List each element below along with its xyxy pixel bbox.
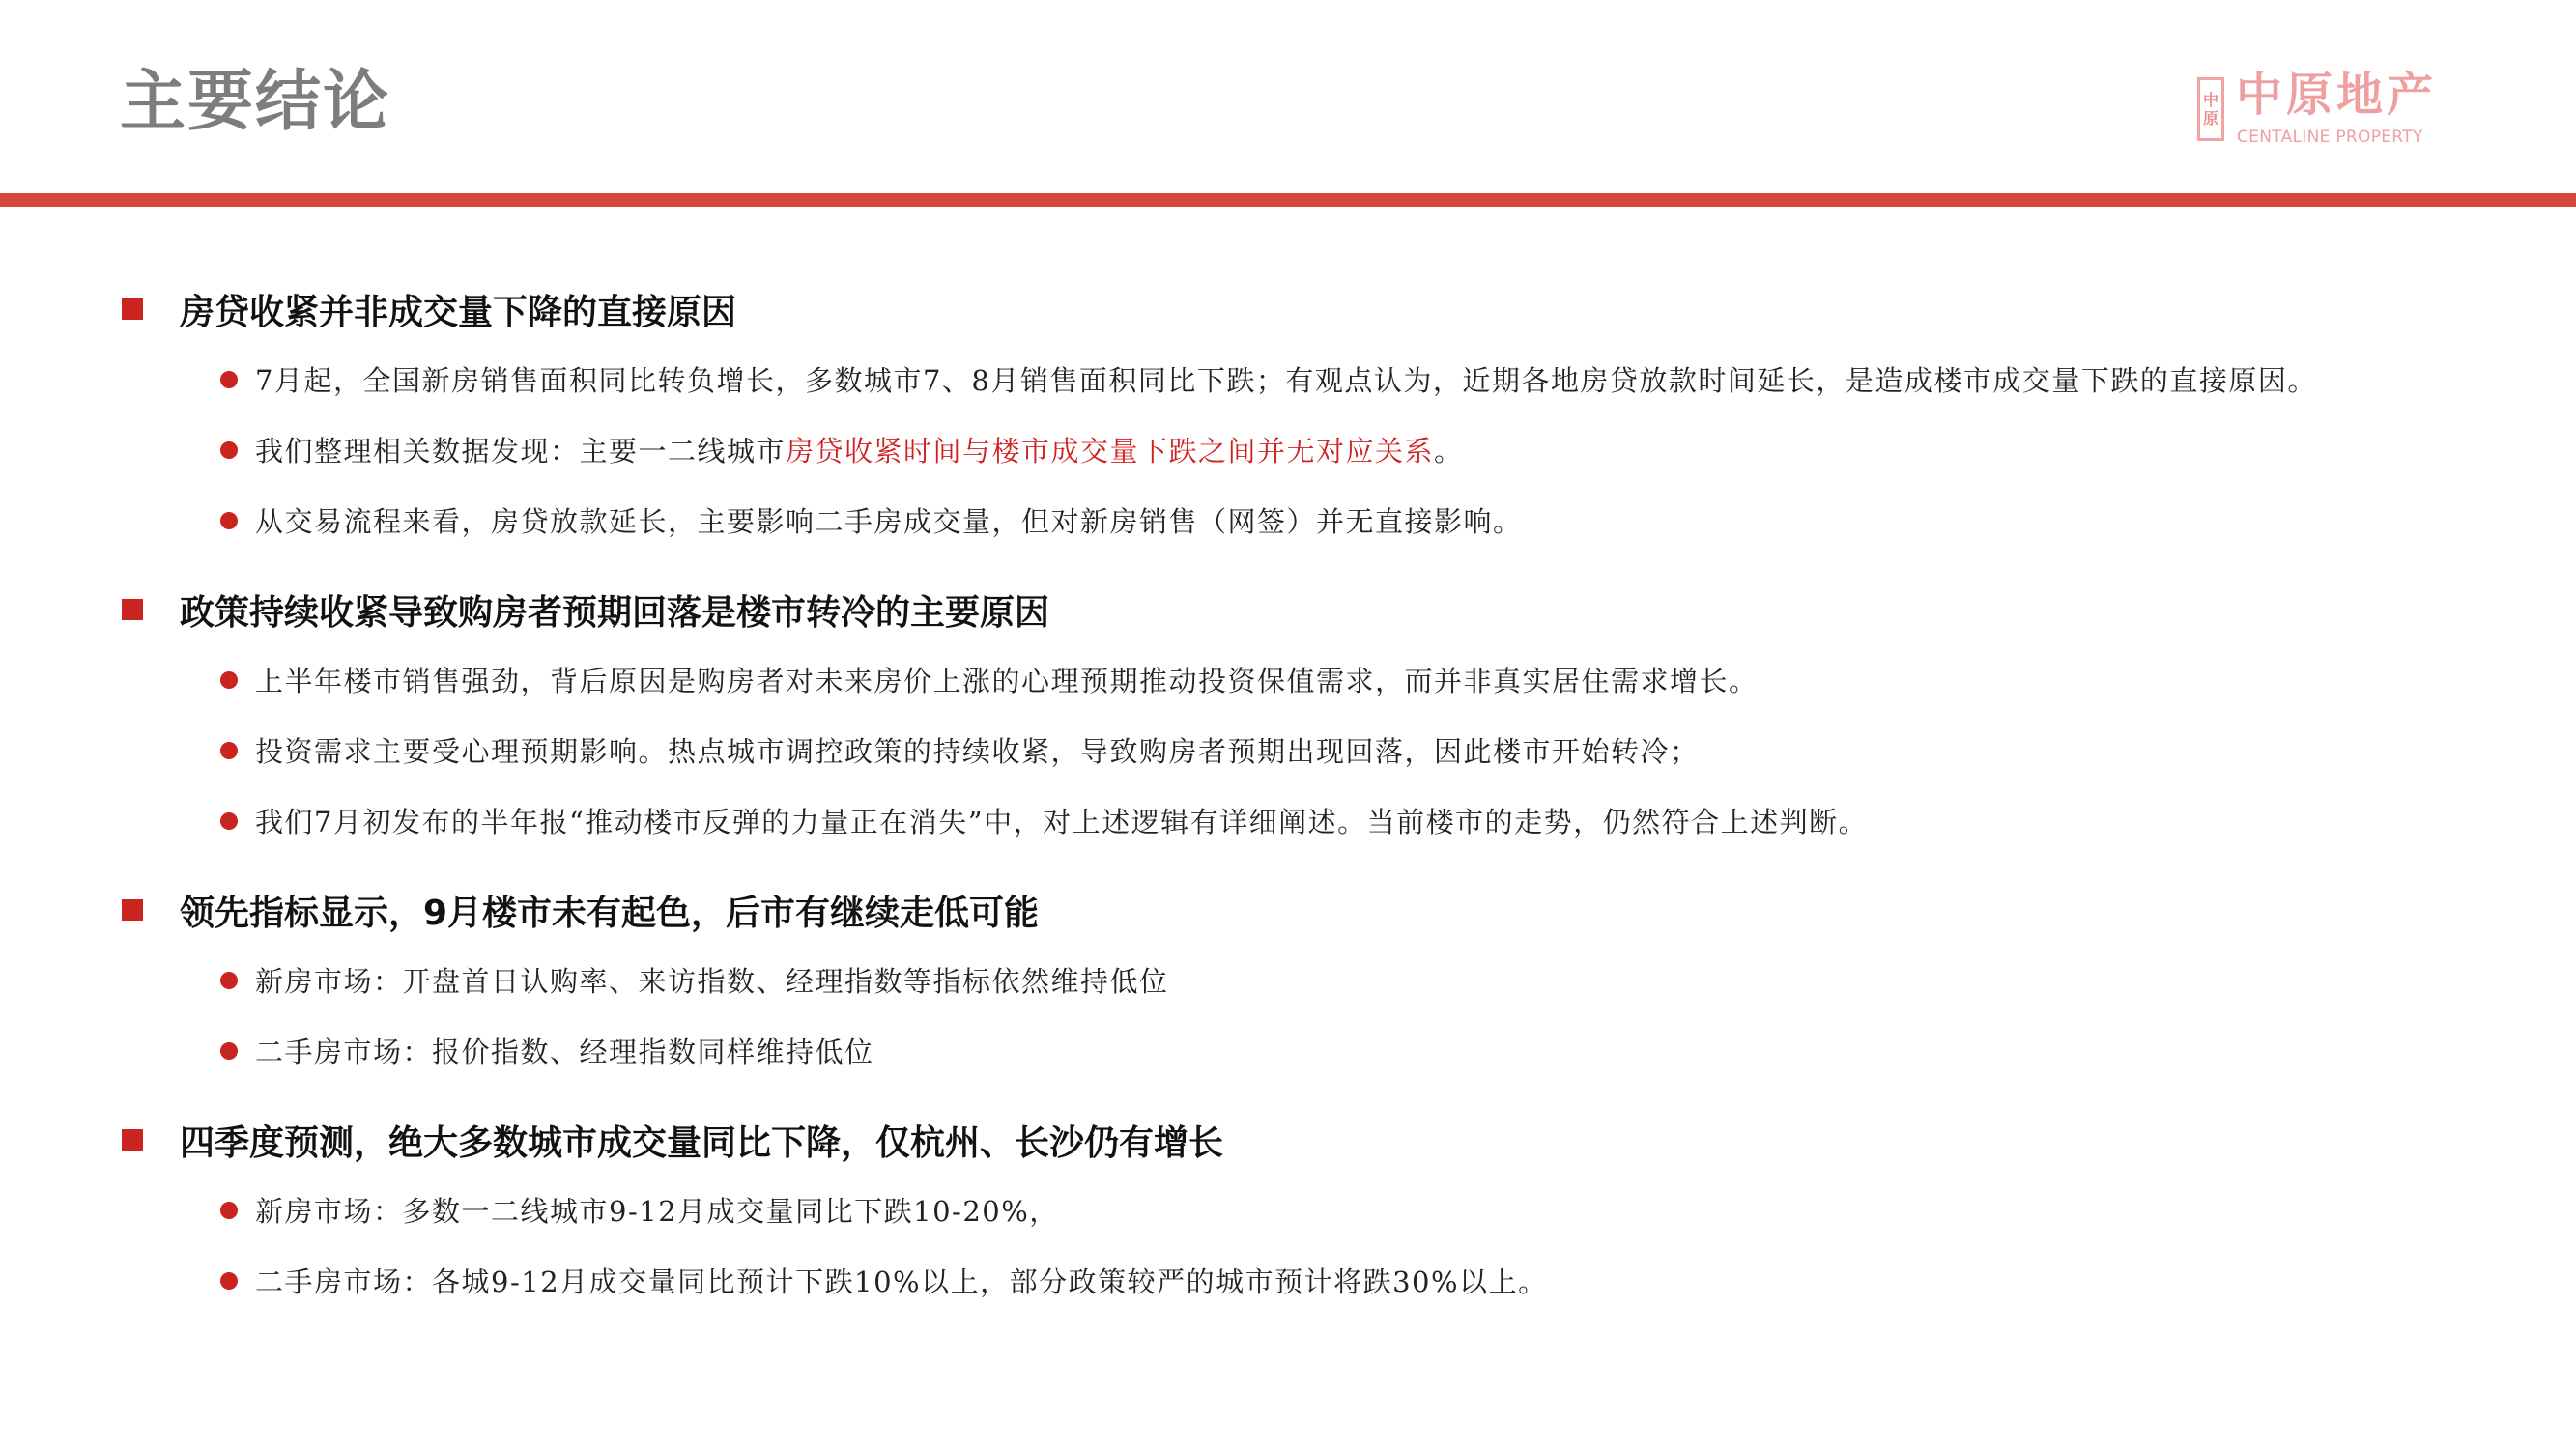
dot-bullet-icon: [220, 371, 238, 388]
list-item: [122, 644, 2557, 715]
list-item: [122, 1015, 2557, 1086]
bullet-text: 新房市场：开盘首日认购率、来访指数、经理指数等指标依然维持低位: [255, 965, 1169, 998]
dot-bullet-icon: [220, 441, 238, 459]
dot-bullet-icon: [220, 512, 238, 529]
section-leading-indicators: [122, 883, 2557, 1086]
bullet-text: 从交易流程来看，房贷放款延长，主要影响二手房成交量，但对新房销售（网签）并无直接影响。: [255, 505, 1523, 538]
square-bullet-icon: [122, 298, 143, 320]
dot-bullet-icon: [220, 972, 238, 989]
bullet-text: [255, 430, 1464, 469]
section-mortgage: [122, 282, 2557, 555]
bullet-text-after: 。: [1434, 435, 1464, 468]
bullet-text: 二手房市场：报价指数、经理指数同样维持低位: [255, 1036, 874, 1068]
bullet-text: 投资需求主要受心理预期影响。热点城市调控政策的持续收紧，导致购房者预期出现回落，因此楼市开始转冷；: [255, 735, 1700, 768]
list-item: [122, 945, 2557, 1015]
square-bullet-icon: [122, 899, 143, 921]
dot-bullet-icon: [220, 1202, 238, 1219]
square-bullet-icon: [122, 599, 143, 620]
bullet-text: 我们7月初发布的半年报“推动楼市反弹的力量正在消失”中，对上述逻辑有详细阐述。当前楼市的走势，仍然符合上述判断。: [255, 806, 1869, 838]
dot-bullet-icon: [220, 1042, 238, 1060]
section-title: 房贷收紧并非成交量下降的直接原因: [180, 292, 737, 332]
logo-seal-top: 中: [2202, 90, 2218, 109]
bullet-text: 7月起，全国新房销售面积同比转负增长，多数城市7、8月销售面积同比下跌；有观点认为，近期各地房贷放款时间延长，是造成楼市成交量下跌的直接原因。: [255, 364, 2317, 397]
section-heading: [122, 582, 2557, 637]
section-heading: [122, 883, 2557, 937]
bullet-text: 二手房市场：各城9-12月成交量同比预计下跌10%以上，部分政策较严的城市预计将跌30%以上。: [255, 1265, 1548, 1298]
dot-bullet-icon: [220, 812, 238, 830]
logo-name-en: CENTALINE PROPERTY: [2237, 128, 2423, 147]
section-title: 四季度预测，绝大多数城市成交量同比下降，仅杭州、长沙仍有增长: [180, 1122, 1224, 1163]
list-item: [122, 1175, 2557, 1245]
bullet-text: 新房市场：多数一二线城市9-12月成交量同比下跌10-20%，: [255, 1195, 1059, 1228]
section-title: 领先指标显示，9月楼市未有起色，后市有继续走低可能: [180, 893, 1040, 933]
section-policy: [122, 582, 2557, 856]
section-title: 政策持续收紧导致购房者预期回落是楼市转冷的主要原因: [180, 592, 1050, 633]
section-heading: [122, 282, 2557, 336]
highlighted-finding: 房贷收紧时间与楼市成交量下跌之间并无对应关系: [786, 435, 1435, 468]
list-item: [122, 344, 2557, 414]
dot-bullet-icon: [220, 1272, 238, 1290]
dot-bullet-icon: [220, 671, 238, 689]
list-item: [122, 1245, 2557, 1316]
logo-seal-bottom: 原: [2202, 109, 2218, 128]
section-q4-forecast: [122, 1113, 2557, 1316]
dot-bullet-icon: [220, 742, 238, 759]
page-title: 主要结论: [120, 64, 391, 140]
list-item: [122, 485, 2557, 555]
list-item: [122, 414, 2557, 485]
logo-seal-icon: [2197, 77, 2224, 141]
square-bullet-icon: [122, 1129, 143, 1151]
logo-name-cn: 中原地产: [2236, 68, 2438, 122]
company-logo: [2197, 68, 2438, 147]
section-heading: [122, 1113, 2557, 1167]
header-divider: [0, 193, 2576, 207]
bullet-text-before: 我们整理相关数据发现：主要一二线城市: [255, 435, 787, 468]
bullet-text: 上半年楼市销售强劲，背后原因是购房者对未来房价上涨的心理预期推动投资保值需求，而并非真实居住需求增长。: [255, 665, 1759, 697]
conclusions-list: [122, 282, 2557, 1343]
list-item: [122, 715, 2557, 785]
list-item: [122, 785, 2557, 856]
